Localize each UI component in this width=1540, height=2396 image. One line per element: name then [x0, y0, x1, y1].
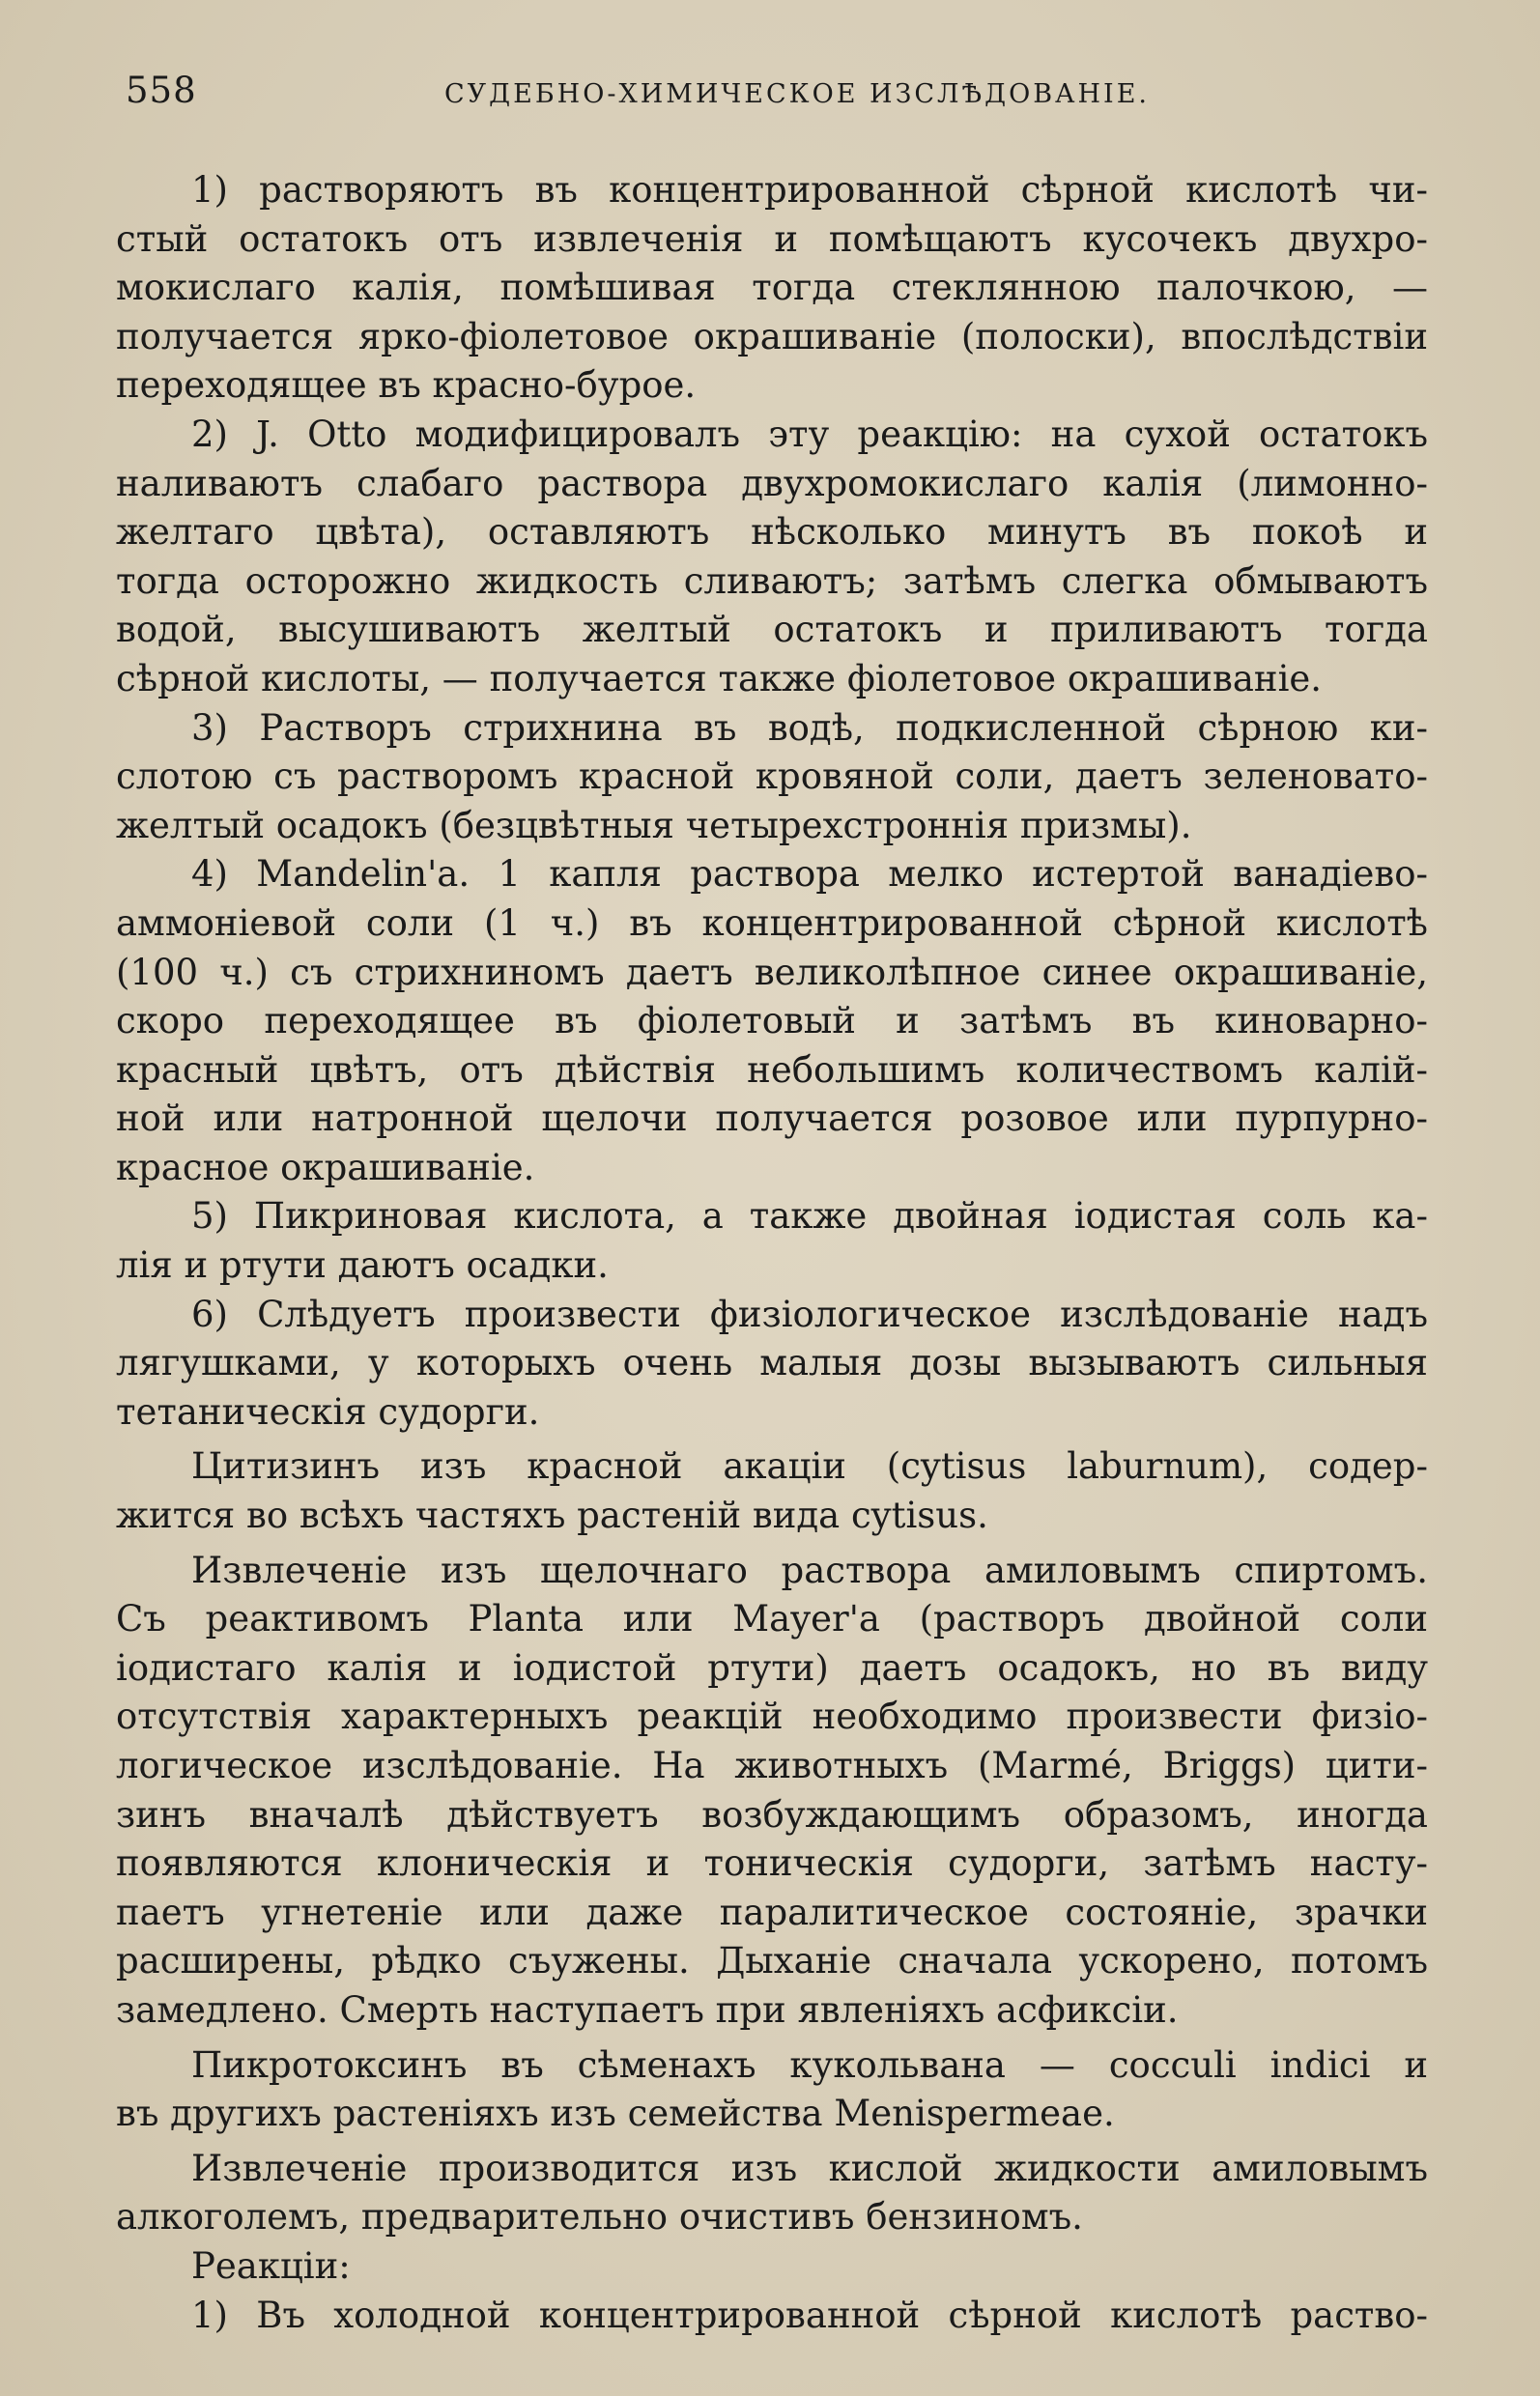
text-line: стый остатокъ отъ извлеченія и помѣщаютъ кусочекъ двухро- [116, 217, 1428, 260]
text-line: расширены, рѣдко съужены. Дыханіе сначала ускорено, потомъ [116, 1940, 1428, 1982]
text-line: 2) J. Otto модифицировалъ эту реакцію: на сухой остатокъ [191, 413, 1428, 455]
text-line: появляются клоническія и тоническія судорги, затѣмъ насту- [116, 1842, 1428, 1885]
running-head [126, 70, 1430, 118]
text-line: тогда осторожно жидкость сливаютъ; затѣмъ слегка обмываютъ [116, 559, 1428, 602]
text-line: (100 ч.) съ стрихниномъ даетъ великолѣпное синее окрашиваніе, [116, 951, 1428, 993]
text-line: наливаютъ слабаго раствора двухромокислаго калія (лимонно- [116, 462, 1428, 504]
text-line: переходящее въ красно-бурое. [116, 364, 697, 407]
text-line: мокислаго калія, помѣшивая тогда стеклянною палочкою, — [116, 267, 1428, 309]
text-line: желтаго цвѣта), оставляютъ нѣсколько минутъ въ покоѣ и [116, 511, 1428, 554]
text-line: желтый осадокъ (безцвѣтныя четырехстроннія призмы). [116, 804, 1192, 846]
text-line: ной или натронной щелочи получается розовое или пурпурно- [116, 1098, 1428, 1140]
text-line: тетаническія судорги. [116, 1390, 540, 1433]
body-text [116, 166, 1428, 2340]
text-line: жится во всѣхъ частяхъ растеній вида cytisus. [116, 1495, 988, 1537]
text-line: 6) Слѣдуетъ произвести физіологическое изслѣдованіе надъ [191, 1293, 1428, 1335]
page-number: 558 [126, 70, 197, 111]
text-line: 4) Mandelin'а. 1 капля раствора мелко истертой ванадіево- [191, 853, 1428, 896]
text-line: лягушками, у которыхъ очень малыя дозы вызываютъ сильныя [116, 1342, 1428, 1384]
text-line: 3) Растворъ стрихнина въ водѣ, подкисленной сѣрною ки- [191, 706, 1428, 749]
text-line: красный цвѣтъ, отъ дѣйствія небольшимъ количествомъ калій- [116, 1048, 1428, 1091]
text-line: зинъ вначалѣ дѣйствуетъ возбуждающимъ образомъ, иногда [116, 1793, 1428, 1836]
text-line: алкоголемъ, предварительно очистивъ бензиномъ. [116, 2196, 1083, 2239]
text-line: сѣрной кислоты, — получается также фіолетовое окрашиваніе. [116, 657, 1323, 699]
text-line: логическое изслѣдованіе. На животныхъ (Marmé, Briggs) цити- [116, 1745, 1428, 1786]
text-line: Реакціи: [191, 2244, 351, 2287]
text-line: скоро переходящее въ фіолетовый и затѣмъ въ киноварно- [116, 1000, 1428, 1042]
text-line: Извлеченіе изъ щелочнаго раствора амиловымъ спиртомъ. [191, 1549, 1428, 1591]
text-line: Съ реактивомъ Planta или Mayer'а (растворъ двойной соли [116, 1598, 1428, 1640]
text-line: аммоніевой соли (1 ч.) въ концентрированной сѣрной кислотѣ [116, 901, 1428, 944]
text-line: получается ярко-фіолетовое окрашиваніе (полоски), впослѣдствіи [116, 315, 1428, 357]
text-line: красное окрашиваніе. [116, 1146, 535, 1188]
text-line: лія и ртути даютъ осадки. [116, 1244, 609, 1287]
running-title: СУДЕБНО-ХИМИЧЕСКОЕ ИЗСЛѢДОВАНІЕ. [444, 79, 1150, 109]
text-line: 5) Пикриновая кислота, а также двойная іодистая соль ка- [191, 1195, 1428, 1238]
text-line: Пикротоксинъ въ сѣменахъ кукольвана — cocculi indici и [191, 2043, 1428, 2086]
text-line: паетъ угнетеніе или даже паралитическое состояніе, зрачки [116, 1891, 1428, 1933]
text-line: въ другихъ растеніяхъ изъ семейства Menispermeae. [116, 2093, 1115, 2135]
text-line: Извлеченіе производится изъ кислой жидкости амиловымъ [191, 2147, 1428, 2189]
text-line: водой, высушиваютъ желтый остатокъ и приливаютъ тогда [116, 609, 1428, 651]
text-line: слотою съ растворомъ красной кровяной соли, даетъ зеленовато- [116, 756, 1428, 798]
text-line: отсутствія характерныхъ реакцій необходимо произвести физіо- [116, 1696, 1428, 1738]
text-line: 1) Въ холодной концентрированной сѣрной кислотѣ раство- [191, 2294, 1428, 2336]
text-line: Цитизинъ изъ красной акаціи (cytisus laburnum), содер- [191, 1445, 1428, 1488]
text-line: замедлено. Смерть наступаетъ при явленіяхъ асфиксіи. [116, 1988, 1179, 2031]
text-line: іодистаго калія и іодистой ртути) даетъ осадокъ, но въ виду [116, 1646, 1428, 1689]
text-line: 1) растворяютъ въ концентрированной сѣрной кислотѣ чи- [191, 169, 1428, 211]
